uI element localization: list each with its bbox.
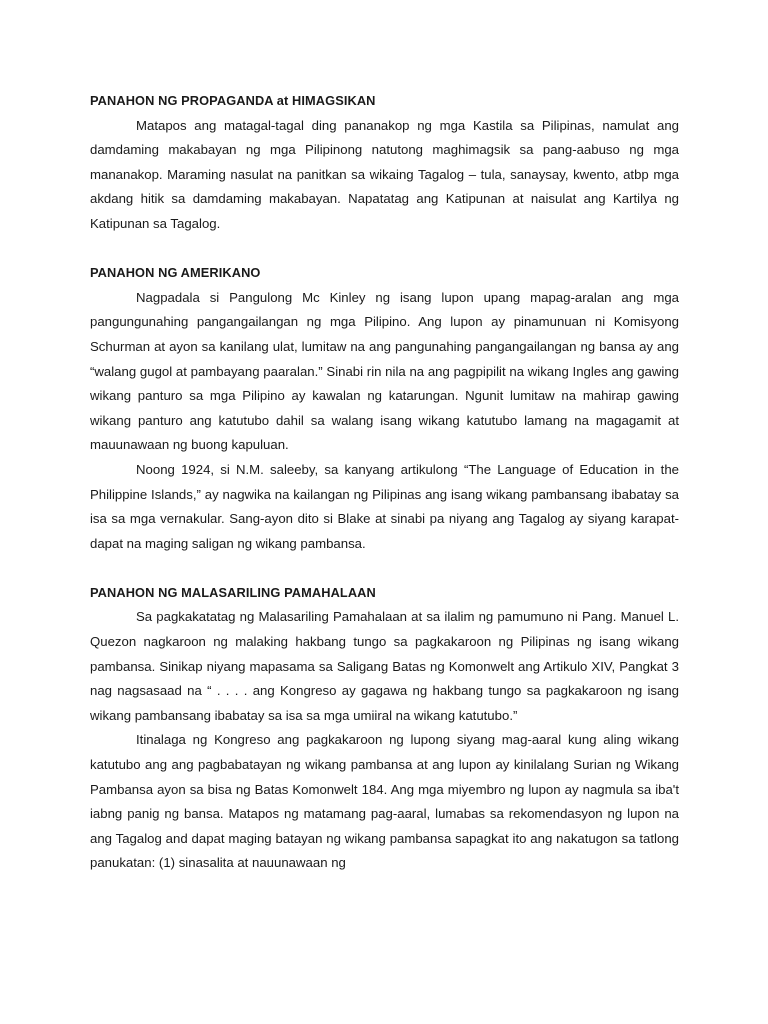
section-amerikano — [90, 261, 679, 556]
paragraph: Nagpadala si Pangulong Mc Kinley ng isang lupon upang mapag-aralan ang mga pangungunahing pangangailangan ng mga Pilipino. Ang lupon ay pinamunuan ni Komisyong Schurman at ayon sa kanilang ulat, lumitaw na ang pangunahing pangangailangan ng bansa ay ang “walang gugol at pambayang paaralan.” Sinabi rin nila na ang pagpipilit na wikang Ingles ang gawing wikang panturo sa mga Pilipino ay kawalan ng katarungan. Ngunit lumitaw na mahirap gawing wikang panturo ang katutubo dahil sa walang isang wikang katutubo lamang na magagamit at mauunawaan ng buong kapuluan. — [90, 289, 679, 453]
section-spacer — [90, 237, 679, 262]
paragraph: Itinalaga ng Kongreso ang pagkakaroon ng lupong siyang mag-aaral kung aling wikang katutubo ang ang pagbabatayan ng wikang pambansa at ang lupon ay kinilalang Surian ng Wikang Pambansa ayon sa bisa ng Batas Komonwelt 184. Ang mga miyembro ng lupon ay nagmula sa iba't iabng panig ng bansa. Matapos ng matamang pag-aaral, lumabas sa rekomendasyon ng lupon na ang Tagalog and dapat maging batayan ng wikang pambansa sapagkat ito ang nakatugon sa tatlong panukatan: (1) sinasalita at nauunawaan ng — [90, 732, 679, 871]
paragraph: Noong 1924, si N.M. saleeby, sa kanyang artikulong “The Language of Education in the Philippine Islands,” ay nagwika na kailangan ng Pilipinas ang isang wikang pambansang ibabatay sa isa sa mga vernakular. Sang-ayon dito si Blake at sinabi pa niyang ang Tagalog ay siyang karapat-dapat na maging saligan ng wikang pambansa. — [90, 461, 679, 551]
section-malasariling-pamahalaan — [90, 581, 679, 876]
section-heading: PANAHON NG AMERIKANO — [90, 265, 261, 281]
paragraph: Sa pagkakatatag ng Malasariling Pamahalaan at sa ilalim ng pamumuno ni Pang. Manuel L. Quezon nagkaroon ng malaking hakbang tungo sa pagkakaroon ng Pilipinas ng isang wikang pambansa. Sinikap niyang mapasama sa Saligang Batas ng Komonwelt ang Artikulo XIV, Pangkat 3 nag nagsasaad na “ . . . . ang Kongreso ay gagawa ng hakbang tungo sa pagkakaroon ng isang wikang pambansang ibabatay sa isa sa mga umiiral na wikang katutubo.” — [90, 609, 679, 723]
paragraph: Matapos ang matagal-tagal ding pananakop ng mga Kastila sa Pilipinas, namulat ang damdaming makabayan ng mga Pilipinong natutong maghimagsik sa pang-aabuso ng mga mananakop. Maraming nasulat na panitkan sa wikaing Tagalog – tula, sanaysay, kwento, atbp mga akdang hitik sa damdaming makabayan. Napatatag ang Katipunan at naisulat ang Kartilya ng Katipunan sa Tagalog. — [90, 117, 679, 231]
document-page — [90, 89, 679, 876]
section-propaganda — [90, 89, 679, 237]
section-heading: PANAHON NG MALASARILING PAMAHALAAN — [90, 584, 376, 600]
section-spacer — [90, 556, 679, 581]
section-heading: PANAHON NG PROPAGANDA at HIMAGSIKAN — [90, 93, 376, 108]
